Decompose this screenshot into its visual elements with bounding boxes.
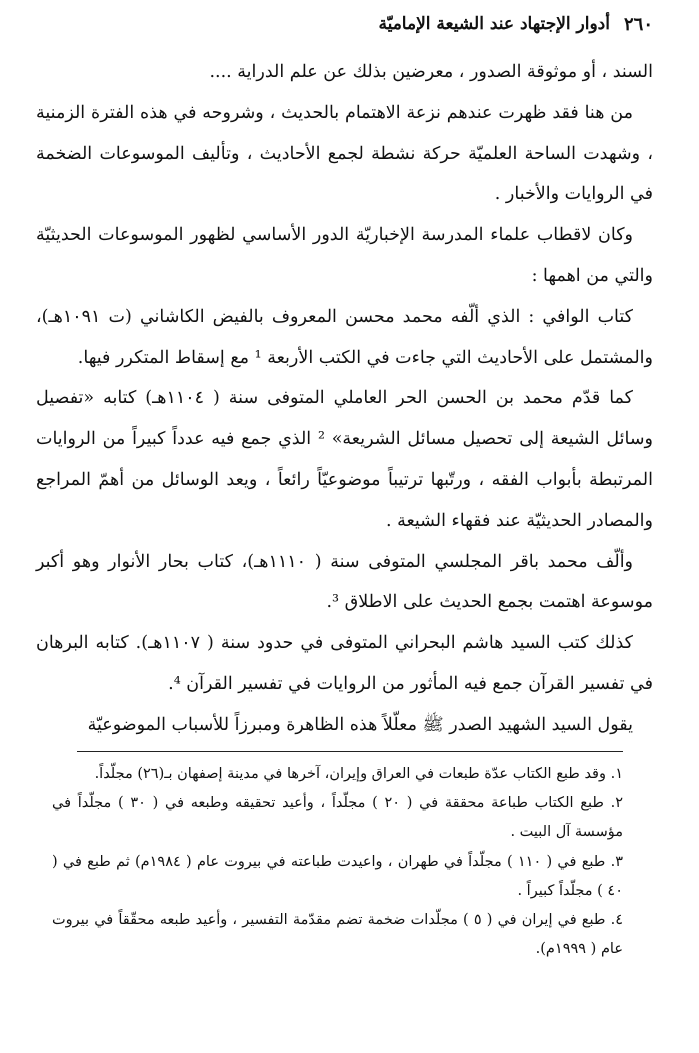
paragraph: من هنا فقد ظهرت عندهم نزعة الاهتمام بالحديث ، وشروحه في هذه الفترة الزمنية ، وشهدت الساحة العلميّة حركة نشطة لجمع الأحاديث ، وتأليف الموسوعات الضخمة في الروايات والأخبار . (36, 102, 653, 205)
footnote: ١. وقد طبع الكتاب عدّة طبعات في العراق وإيران، آخرها في مدينة إصفهان بـ(٢٦) مجلّداً. (94, 766, 623, 782)
paragraph: السند ، أو موثوقة الصدور ، معرضين بذلك عن علم الدراية .... (209, 62, 653, 82)
footnote: ٢. طبع الكتاب طباعة محققة في ( ٢٠ ) مجلّداً ، وأعيد تحقيقه وطبعه في ( ٣٠ ) مجلّداً في مؤسسة آل البيت . (52, 795, 623, 841)
page-number: ٢٦٠ (623, 13, 653, 35)
main-text (36, 52, 653, 746)
footnote: ٣. طبع في ( ١١٠ ) مجلّداً في طهران ، واعيدت طباعته في بيروت عام ( ١٩٨٤م) ثم طبع في ( ٤٠ ) مجلّداً كبيراً . (52, 853, 623, 899)
paragraph: وألّف محمد باقر المجلسي المتوفى سنة ( ١١١٠هـ)، كتاب بحار الأنوار وهو أكبر موسوعة اهتمت بجمع الحديث على الاطلاق ³. (36, 551, 653, 613)
paragraph: كتاب الوافي : الذي ألّفه محمد محسن المعروف بالفيض الكاشاني (ت ١٠٩١هـ)، والمشتمل على الأحاديث التي جاءت في الكتب الأربعة ¹ مع إسقاط المتكرر فيها. (36, 306, 653, 368)
running-title: أدوار الإجتهاد عند الشيعة الإماميّة (378, 14, 610, 34)
footnote-separator (77, 751, 623, 752)
footnotes (52, 760, 623, 964)
paragraph: وكان لاقطاب علماء المدرسة الإخباريّة الدور الأساسي لظهور الموسوعات الحديثيّة والتي من اهمها : (36, 225, 653, 286)
paragraph: كذلك كتب السيد هاشم البحراني المتوفى في حدود سنة ( ١١٠٧هـ). كتابه البرهان في تفسير القرآن جمع فيه المأثور من الروايات في تفسير القرآن ⁴. (36, 633, 653, 694)
paragraph: كما قدّم محمد بن الحسن الحر العاملي المتوفى سنة ( ١١٠٤هـ) كتابه «تفصيل وسائل الشيعة إلى تحصيل مسائل الشريعة» ² الذي جمع فيه عدداً كبيراً من الروايات المرتبطة بأبواب الفقه ، ورتّبها ترتيباً موضوعيّاً رائعاً ، ويعد الوسائل من أهمّ المراجع والمصادر الحديثيّة عند فقهاء الشيعة . (36, 388, 653, 531)
footnote: ٤. طبع في إيران في ( ٥ ) مجلّدات ضخمة تضم مقدّمة التفسير ، وأعيد طبعه محقّقاً في بيروت عام ( ١٩٩٩م). (52, 912, 623, 958)
paragraph: يقول السيد الشهيد الصدر ﷺ معلّلاً هذه الظاهرة ومبرزاً للأسباب الموضوعيّة (87, 714, 633, 735)
page-header (30, 10, 653, 38)
